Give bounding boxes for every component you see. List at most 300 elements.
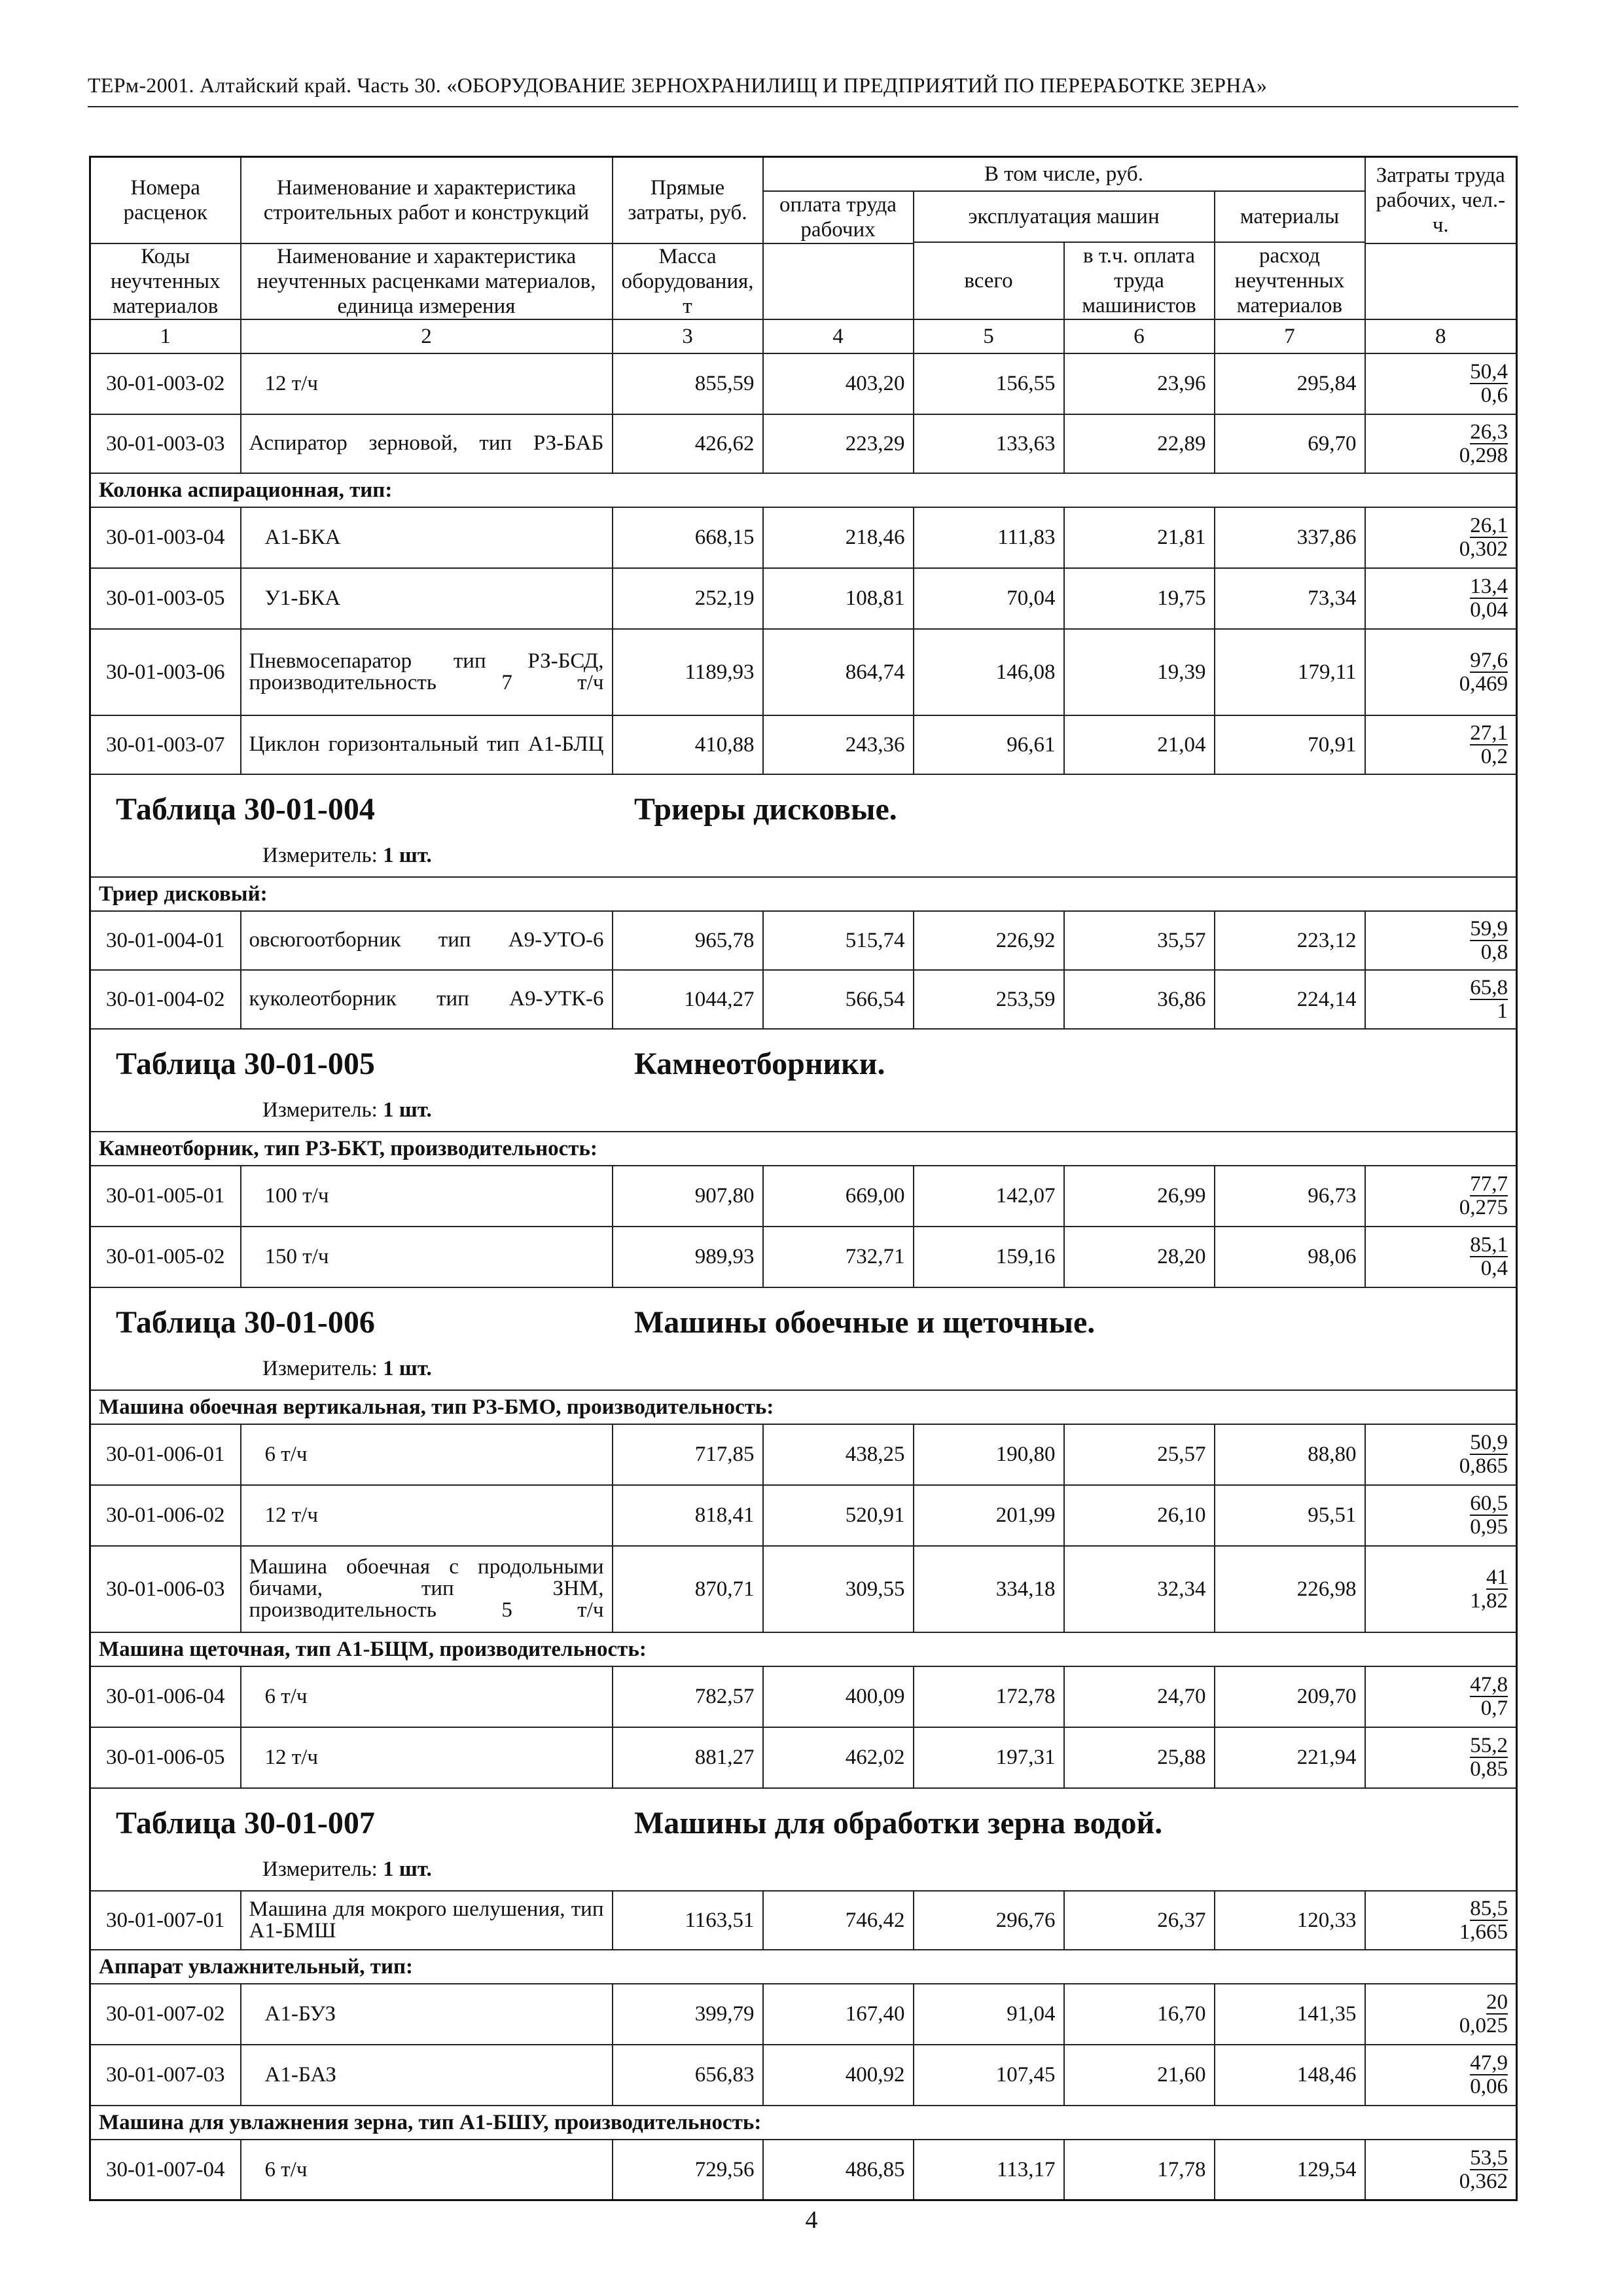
table-row <box>90 1166 1517 1227</box>
measure-label: Измеритель: <box>262 1356 378 1380</box>
group-title: Машина обоечная вертикальная, тип РЗ-БМО, производительность: <box>90 1390 1517 1424</box>
running-head: ТЕРм-2001. Алтайский край. Часть 30. «ОБОРУДОВАНИЕ ЗЕРНОХРАНИЛИЩ И ПРЕДПРИЯТИЙ ПО ПЕРЕРАБОТКЕ ЗЕРНА» <box>88 73 1268 97</box>
direct-costs: 717,85 <box>613 1424 763 1485</box>
labor-pay: 438,25 <box>763 1424 914 1485</box>
header-materials: материалы <box>1215 191 1365 242</box>
equipment-mass-value: 0,275 <box>1459 1196 1508 1219</box>
equipment-mass-value: 0,4 <box>1480 1257 1508 1280</box>
labor-mass-fraction <box>1365 911 1517 970</box>
section-header <box>99 775 1508 876</box>
rate-code: 30-01-003-04 <box>90 507 241 568</box>
column-number: 1 <box>90 319 241 353</box>
table-row <box>90 911 1517 970</box>
machinists-pay: 17,78 <box>1064 2140 1215 2200</box>
materials-cost: 226,98 <box>1215 1546 1365 1632</box>
equipment-mass-value: 0,362 <box>1459 2169 1508 2193</box>
machines-total: 172,78 <box>914 1666 1064 1727</box>
fraction <box>1459 1173 1508 1219</box>
work-name: 6 т/ч <box>241 1666 613 1727</box>
machinists-pay: 23,96 <box>1064 353 1215 414</box>
labor-pay: 462,02 <box>763 1727 914 1788</box>
fraction <box>1470 575 1508 621</box>
section-measure <box>262 1857 432 1882</box>
materials-cost: 295,84 <box>1215 353 1365 414</box>
equipment-mass-value: 1,82 <box>1470 1588 1508 1613</box>
labor-pay: 864,74 <box>763 629 914 715</box>
rate-code: 30-01-007-03 <box>90 2045 241 2106</box>
group-row <box>90 877 1517 911</box>
fraction <box>1459 649 1508 695</box>
machinists-pay: 21,04 <box>1064 715 1215 774</box>
section-header-row <box>90 1788 1517 1891</box>
fraction <box>1470 918 1508 963</box>
materials-cost: 70,91 <box>1215 715 1365 774</box>
fraction <box>1459 1991 1508 2037</box>
equipment-mass-value: 0,865 <box>1459 1454 1508 1478</box>
group-title: Камнеотборник, тип РЗ-БКТ, производительность: <box>90 1132 1517 1166</box>
rate-code: 30-01-006-03 <box>90 1546 241 1632</box>
section-header-row <box>90 1029 1517 1132</box>
machines-total: 253,59 <box>914 970 1064 1029</box>
machinists-pay: 22,89 <box>1064 414 1215 473</box>
direct-costs: 965,78 <box>613 911 763 970</box>
direct-costs: 855,59 <box>613 353 763 414</box>
fraction <box>1459 514 1508 560</box>
measure-label: Измеритель: <box>262 1098 378 1122</box>
work-name: куколеотборник тип А9-УТК-6 <box>241 970 613 1029</box>
group-title: Машина щеточная, тип А1-БЩМ, производительность: <box>90 1632 1517 1666</box>
table-row <box>90 629 1517 715</box>
machinists-pay: 24,70 <box>1064 1666 1215 1727</box>
work-name: А1-БКА <box>241 507 613 568</box>
header-work-name: Наименование и характеристика строительных работ и конструкций <box>241 157 613 243</box>
direct-costs: 881,27 <box>613 1727 763 1788</box>
machinists-pay: 35,57 <box>1064 911 1215 970</box>
equipment-mass-value: 0,302 <box>1459 537 1508 561</box>
materials-cost: 129,54 <box>1215 2140 1365 2200</box>
fraction <box>1470 1734 1508 1780</box>
equipment-mass-value: 1,665 <box>1459 1920 1508 1944</box>
rate-code: 30-01-004-01 <box>90 911 241 970</box>
table-row <box>90 1485 1517 1546</box>
materials-cost: 120,33 <box>1215 1891 1365 1950</box>
materials-cost: 98,06 <box>1215 1227 1365 1287</box>
direct-costs: 426,62 <box>613 414 763 473</box>
labor-pay: 515,74 <box>763 911 914 970</box>
labor-mass-fraction <box>1365 629 1517 715</box>
rate-code: 30-01-005-01 <box>90 1166 241 1227</box>
materials-cost: 209,70 <box>1215 1666 1365 1727</box>
labor-pay: 218,46 <box>763 507 914 568</box>
materials-cost: 223,12 <box>1215 911 1365 970</box>
table-row <box>90 2045 1517 2106</box>
labor-cost-value: 26,3 <box>1470 420 1508 444</box>
header-rule <box>88 106 1518 107</box>
materials-cost: 141,35 <box>1215 1984 1365 2045</box>
section-cell <box>90 1788 1517 1891</box>
section-title: Машины обоечные и щеточные. <box>634 1304 1096 1340</box>
work-name: 6 т/ч <box>241 2140 613 2200</box>
machinists-pay: 16,70 <box>1064 1984 1215 2045</box>
section-code: Таблица 30-01-006 <box>116 1304 375 1340</box>
materials-cost: 179,11 <box>1215 629 1365 715</box>
materials-cost: 95,51 <box>1215 1485 1365 1546</box>
rate-code: 30-01-003-02 <box>90 353 241 414</box>
labor-mass-fraction <box>1365 2045 1517 2106</box>
group-row <box>90 1132 1517 1166</box>
section-header <box>99 1789 1508 1890</box>
direct-costs: 818,41 <box>613 1485 763 1546</box>
column-number: 8 <box>1365 319 1517 353</box>
table-row <box>90 1727 1517 1788</box>
equipment-mass-value: 0,8 <box>1480 940 1508 964</box>
table-row <box>90 970 1517 1029</box>
labor-cost-value: 50,9 <box>1470 1431 1508 1454</box>
machinists-pay: 28,20 <box>1064 1227 1215 1287</box>
rate-code: 30-01-003-03 <box>90 414 241 473</box>
materials-cost: 88,80 <box>1215 1424 1365 1485</box>
fraction <box>1459 1897 1508 1943</box>
labor-cost-value: 77,7 <box>1470 1172 1508 1196</box>
labor-pay: 400,09 <box>763 1666 914 1727</box>
labor-mass-fraction <box>1365 1227 1517 1287</box>
machines-total: 334,18 <box>914 1546 1064 1632</box>
table-row <box>90 2140 1517 2200</box>
labor-cost-value: 27,1 <box>1470 721 1508 745</box>
labor-cost-value: 20 <box>1486 1990 1508 2014</box>
group-row <box>90 1632 1517 1666</box>
work-name: У1-БКА <box>241 568 613 629</box>
labor-cost-value: 60,5 <box>1470 1492 1508 1515</box>
section-title: Машины для обработки зерна водой. <box>634 1805 1163 1840</box>
direct-costs: 989,93 <box>613 1227 763 1287</box>
direct-costs: 907,80 <box>613 1166 763 1227</box>
rate-code: 30-01-007-04 <box>90 2140 241 2200</box>
labor-cost-value: 59,9 <box>1470 916 1508 941</box>
machinists-pay: 26,10 <box>1064 1485 1215 1546</box>
section-measure <box>262 1098 432 1122</box>
fraction <box>1470 1492 1508 1538</box>
section-cell <box>90 1029 1517 1132</box>
labor-pay: 486,85 <box>763 2140 914 2200</box>
table-row <box>90 353 1517 414</box>
machines-total: 226,92 <box>914 911 1064 970</box>
header-labor-pay: оплата труда рабочих <box>763 191 914 243</box>
direct-costs: 1163,51 <box>613 1891 763 1950</box>
labor-mass-fraction <box>1365 715 1517 774</box>
work-name: А1-БУЗ <box>241 1984 613 2045</box>
machinists-pay: 26,99 <box>1064 1166 1215 1227</box>
table-body <box>90 353 1517 2200</box>
work-name: 12 т/ч <box>241 1485 613 1546</box>
labor-cost-value: 55,2 <box>1470 1734 1508 1757</box>
column-number: 4 <box>763 319 914 353</box>
machines-total: 190,80 <box>914 1424 1064 1485</box>
rate-code: 30-01-003-05 <box>90 568 241 629</box>
machinists-pay: 25,57 <box>1064 1424 1215 1485</box>
labor-cost-value: 26,1 <box>1470 514 1508 537</box>
equipment-mass-value: 0,469 <box>1459 672 1508 696</box>
labor-pay: 243,36 <box>763 715 914 774</box>
machines-total: 113,17 <box>914 2140 1064 2200</box>
labor-mass-fraction <box>1365 1666 1517 1727</box>
work-name: А1-БАЗ <box>241 2045 613 2106</box>
group-title: Машина для увлажнения зерна, тип А1-БШУ, производительность: <box>90 2106 1517 2140</box>
rate-code: 30-01-003-06 <box>90 629 241 715</box>
work-name: Пневмосепаратор тип РЗ-БСД, производительность 7 т/ч <box>241 629 613 715</box>
header-equipment-mass: Масса оборудования, т <box>613 243 763 319</box>
group-row <box>90 1390 1517 1424</box>
labor-mass-fraction <box>1365 507 1517 568</box>
fraction <box>1470 1234 1508 1280</box>
column-number: 5 <box>914 319 1064 353</box>
machines-total: 197,31 <box>914 1727 1064 1788</box>
page-number: 4 <box>805 2206 818 2234</box>
materials-cost: 221,94 <box>1215 1727 1365 1788</box>
measure-label: Измеритель: <box>262 843 378 867</box>
work-name: 150 т/ч <box>241 1227 613 1287</box>
table-row <box>90 507 1517 568</box>
materials-cost: 73,34 <box>1215 568 1365 629</box>
fraction <box>1459 421 1508 467</box>
labor-cost-value: 50,4 <box>1470 360 1508 384</box>
machines-total: 107,45 <box>914 2045 1064 2106</box>
section-header-row <box>90 1287 1517 1390</box>
machines-total: 296,76 <box>914 1891 1064 1950</box>
group-row <box>90 473 1517 507</box>
header-machines-total: всего <box>914 242 1064 319</box>
equipment-mass-value: 1 <box>1497 999 1508 1023</box>
labor-cost-value: 65,8 <box>1470 975 1508 999</box>
fraction <box>1470 722 1508 768</box>
section-cell <box>90 1287 1517 1390</box>
machines-total: 111,83 <box>914 507 1064 568</box>
work-name: 12 т/ч <box>241 1727 613 1788</box>
section-code: Таблица 30-01-007 <box>116 1805 375 1840</box>
direct-costs: 399,79 <box>613 1984 763 2045</box>
direct-costs: 729,56 <box>613 2140 763 2200</box>
fraction <box>1470 361 1508 406</box>
group-title: Аппарат увлажнительный, тип: <box>90 1950 1517 1984</box>
equipment-mass-value: 0,2 <box>1480 744 1508 768</box>
rate-code: 30-01-007-02 <box>90 1984 241 2045</box>
machines-total: 133,63 <box>914 414 1064 473</box>
table-row <box>90 1227 1517 1287</box>
table-row <box>90 1984 1517 2045</box>
column-number: 6 <box>1064 319 1215 353</box>
direct-costs: 656,83 <box>613 2045 763 2106</box>
header-direct-costs: Прямые затраты, руб. <box>613 157 763 243</box>
table-row <box>90 1891 1517 1950</box>
work-name: 100 т/ч <box>241 1166 613 1227</box>
machines-total: 146,08 <box>914 629 1064 715</box>
section-code: Таблица 30-01-004 <box>116 791 375 827</box>
work-name: 12 т/ч <box>241 353 613 414</box>
direct-costs: 1044,27 <box>613 970 763 1029</box>
work-name: 6 т/ч <box>241 1424 613 1485</box>
labor-mass-fraction <box>1365 1727 1517 1788</box>
rates-table <box>89 156 1518 2201</box>
group-row <box>90 1950 1517 1984</box>
table-row <box>90 1666 1517 1727</box>
rate-code: 30-01-006-01 <box>90 1424 241 1485</box>
section-header-row <box>90 774 1517 877</box>
machinists-pay: 26,37 <box>1064 1891 1215 1950</box>
labor-pay: 669,00 <box>763 1166 914 1227</box>
direct-costs: 668,15 <box>613 507 763 568</box>
machines-total: 142,07 <box>914 1166 1064 1227</box>
column-number: 7 <box>1215 319 1365 353</box>
column-number: 2 <box>241 319 613 353</box>
rate-code: 30-01-004-02 <box>90 970 241 1029</box>
machinists-pay: 19,39 <box>1064 629 1215 715</box>
column-number: 3 <box>613 319 763 353</box>
labor-pay: 108,81 <box>763 568 914 629</box>
header-materials-unaccounted: расход неучтенных материалов <box>1215 242 1365 319</box>
equipment-mass-value: 0,298 <box>1459 443 1508 467</box>
labor-mass-fraction <box>1365 1424 1517 1485</box>
header-including: В том числе, руб. <box>763 157 1365 191</box>
machines-total: 201,99 <box>914 1485 1064 1546</box>
group-row <box>90 2106 1517 2140</box>
rate-code: 30-01-005-02 <box>90 1227 241 1287</box>
rate-code: 30-01-007-01 <box>90 1891 241 1950</box>
direct-costs: 782,57 <box>613 1666 763 1727</box>
fraction <box>1470 2052 1508 2098</box>
measure-label: Измеритель: <box>262 1857 378 1881</box>
labor-cost-value: 85,1 <box>1470 1233 1508 1257</box>
labor-pay: 566,54 <box>763 970 914 1029</box>
table-row <box>90 715 1517 774</box>
table-row <box>90 1424 1517 1485</box>
measure-value: 1 шт. <box>383 1857 432 1881</box>
machinists-pay: 36,86 <box>1064 970 1215 1029</box>
rate-code: 30-01-006-02 <box>90 1485 241 1546</box>
section-title: Камнеотборники. <box>634 1046 885 1081</box>
table-row <box>90 414 1517 473</box>
direct-costs: 1189,93 <box>613 629 763 715</box>
equipment-mass-value: 0,04 <box>1470 598 1508 622</box>
fraction <box>1459 2147 1508 2193</box>
materials-cost: 224,14 <box>1215 970 1365 1029</box>
labor-cost-value: 53,5 <box>1470 2145 1508 2170</box>
direct-costs: 410,88 <box>613 715 763 774</box>
table-row <box>90 568 1517 629</box>
table-row <box>90 1546 1517 1632</box>
machinists-pay: 21,60 <box>1064 2045 1215 2106</box>
equipment-mass-value: 0,85 <box>1470 1757 1508 1781</box>
equipment-mass-value: 0,7 <box>1480 1696 1508 1720</box>
fraction <box>1459 1431 1508 1477</box>
header-labor-cost: Затраты труда рабочих, чел.-ч. <box>1365 157 1517 243</box>
labor-cost-value: 41 <box>1486 1565 1508 1589</box>
machinists-pay: 32,34 <box>1064 1546 1215 1632</box>
header-machines: эксплуатация машин <box>914 191 1215 242</box>
materials-cost: 337,86 <box>1215 507 1365 568</box>
labor-pay: 746,42 <box>763 1891 914 1950</box>
direct-costs: 870,71 <box>613 1546 763 1632</box>
equipment-mass-value: 0,025 <box>1459 2014 1508 2037</box>
fraction <box>1470 977 1508 1022</box>
rate-code: 30-01-006-04 <box>90 1666 241 1727</box>
labor-cost-value: 85,5 <box>1470 1896 1508 1920</box>
labor-pay: 309,55 <box>763 1546 914 1632</box>
equipment-mass-value: 0,6 <box>1480 384 1508 407</box>
equipment-mass-value: 0,95 <box>1470 1515 1508 1539</box>
header-rate-number: Номера расценок <box>90 157 241 243</box>
labor-mass-fraction <box>1365 414 1517 473</box>
rate-code: 30-01-006-05 <box>90 1727 241 1788</box>
labor-pay: 400,92 <box>763 2045 914 2106</box>
work-name: Аспиратор зерновой, тип РЗ-БАБ <box>241 414 613 473</box>
rate-code: 30-01-003-07 <box>90 715 241 774</box>
machines-total: 70,04 <box>914 568 1064 629</box>
work-name: Циклон горизонтальный тип А1-БЛЦ <box>241 715 613 774</box>
labor-pay: 403,20 <box>763 353 914 414</box>
labor-mass-fraction <box>1365 568 1517 629</box>
measure-value: 1 шт. <box>383 1098 432 1122</box>
header-machinists-pay: в т.ч. оплата труда машинистов <box>1064 242 1215 319</box>
equipment-mass-value: 0,06 <box>1470 2075 1508 2098</box>
machines-total: 159,16 <box>914 1227 1064 1287</box>
measure-value: 1 шт. <box>383 1356 432 1380</box>
section-header <box>99 1288 1508 1390</box>
work-name: Машина обоечная с продольными бичами, тип ЗНМ, производительность 5 т/ч <box>241 1546 613 1632</box>
machines-total: 91,04 <box>914 1984 1064 2045</box>
labor-cost-value: 13,4 <box>1470 575 1508 598</box>
machinists-pay: 21,81 <box>1064 507 1215 568</box>
materials-cost: 69,70 <box>1215 414 1365 473</box>
machinists-pay: 25,88 <box>1064 1727 1215 1788</box>
labor-mass-fraction <box>1365 1166 1517 1227</box>
section-code: Таблица 30-01-005 <box>116 1046 375 1081</box>
labor-mass-fraction <box>1365 1546 1517 1632</box>
labor-cost-value: 97,6 <box>1470 648 1508 672</box>
section-measure <box>262 1356 432 1381</box>
labor-pay: 520,91 <box>763 1485 914 1546</box>
labor-mass-fraction <box>1365 353 1517 414</box>
materials-cost: 148,46 <box>1215 2045 1365 2106</box>
group-title: Триер дисковый: <box>90 877 1517 911</box>
work-name: овсюгоотборник тип А9-УТО-6 <box>241 911 613 970</box>
fraction <box>1470 1674 1508 1719</box>
header-material-codes: Коды неучтенных материалов <box>90 243 241 319</box>
fraction <box>1470 1566 1508 1612</box>
machines-total: 156,55 <box>914 353 1064 414</box>
machinists-pay: 19,75 <box>1064 568 1215 629</box>
labor-pay: 732,71 <box>763 1227 914 1287</box>
labor-cost-value: 47,9 <box>1470 2051 1508 2075</box>
measure-value: 1 шт. <box>383 843 432 867</box>
section-header <box>99 1030 1508 1131</box>
labor-mass-fraction <box>1365 1984 1517 2045</box>
direct-costs: 252,19 <box>613 568 763 629</box>
materials-cost: 96,73 <box>1215 1166 1365 1227</box>
labor-cost-value: 47,8 <box>1470 1673 1508 1696</box>
machines-total: 96,61 <box>914 715 1064 774</box>
group-title: Колонка аспирационная, тип: <box>90 473 1517 507</box>
labor-mass-fraction <box>1365 1891 1517 1950</box>
labor-pay: 223,29 <box>763 414 914 473</box>
section-cell <box>90 774 1517 877</box>
section-measure <box>262 843 432 868</box>
header-material-names: Наименование и характеристика неучтенных расценками материалов, единица измерения <box>241 243 613 319</box>
section-title: Триеры дисковые. <box>634 791 897 827</box>
labor-mass-fraction <box>1365 2140 1517 2200</box>
labor-mass-fraction <box>1365 970 1517 1029</box>
work-name: Машина для мокрого шелушения, тип А1-БМШ <box>241 1891 613 1950</box>
labor-mass-fraction <box>1365 1485 1517 1546</box>
